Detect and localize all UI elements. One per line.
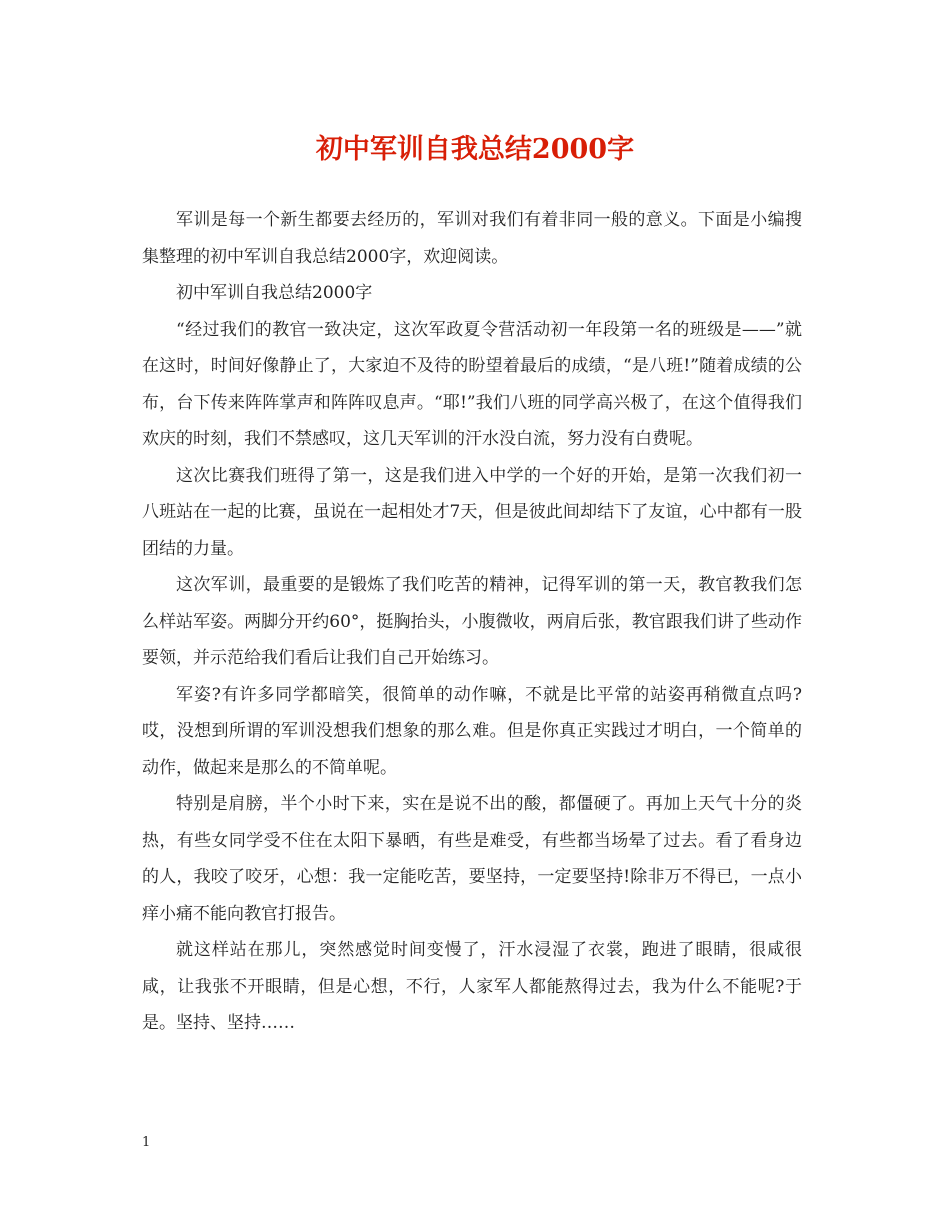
document-title: 初中军训自我总结2000字 bbox=[315, 134, 635, 165]
page-number: 1 bbox=[142, 1135, 151, 1150]
paragraph-subheading: 初中军训自我总结2000字 bbox=[176, 283, 373, 303]
paragraph-intro: 军训是每一个新生都要去经历的，军训对我们有着非同一般的意义。下面是小编搜集整理的初中军训自我总结2000字，欢迎阅读。 bbox=[142, 210, 802, 267]
paragraph-laughing: 军姿?有许多同学都暗笑，很简单的动作嘛，不就是比平常的站姿再稍微直点吗?哎，没想到所谓的军训没想我们想象的那么难。但是你真正实践过才明白，一个简单的动作，做起来是那么的不简单呢。 bbox=[142, 684, 802, 778]
paragraph-first-place: 这次比赛我们班得了第一，这是我们进入中学的一个好的开始，是第一次我们初一八班站在一起的比赛，虽说在一起相处才7天，但是彼此间却结下了友谊，心中都有一股团结的力量。 bbox=[142, 465, 802, 559]
paragraph-announcement: “经过我们的教官一致决定，这次军政夏令营活动初一年段第一名的班级是——”就在这时，时间好像静止了，大家迫不及待的盼望着最后的成绩，“是八班!”随着成绩的公布，台下传来阵阵掌声和阵阵叹息声。“耶!”我们八班的同学高兴极了，在这个值得我们欢庆的时刻，我们不禁感叹，这几天军训的汗水没白流，努力没有白费呢。 bbox=[142, 319, 802, 449]
paragraph-persist: 就这样站在那儿，突然感觉时间变慢了，汗水浸湿了衣裳，跑进了眼睛，很咸很咸，让我张不开眼睛，但是心想，不行，人家军人都能熬得过去，我为什么不能呢?于是。坚持、坚持…… bbox=[142, 940, 802, 1033]
paragraph-shoulders: 特别是肩膀，半个小时下来，实在是说不出的酸，都僵硬了。再加上天气十分的炎热，有些女同学受不住在太阳下暴晒，有些是难受，有些都当场晕了过去。看了看身边的人，我咬了咬牙，心想：我一定能吃苦，要坚持，一定要坚持!除非万不得已，一点小痒小痛不能向教官打报告。 bbox=[142, 794, 802, 924]
paragraph-military-posture: 这次军训，最重要的是锻炼了我们吃苦的精神，记得军训的第一天，教官教我们怎么样站军姿。两脚分开约60°，挺胸抬头，小腹微收，两肩后张，教官跟我们讲了些动作要领，并示范给我们看后让我们自己开始练习。 bbox=[142, 575, 802, 668]
document-body bbox=[142, 202, 802, 1042]
